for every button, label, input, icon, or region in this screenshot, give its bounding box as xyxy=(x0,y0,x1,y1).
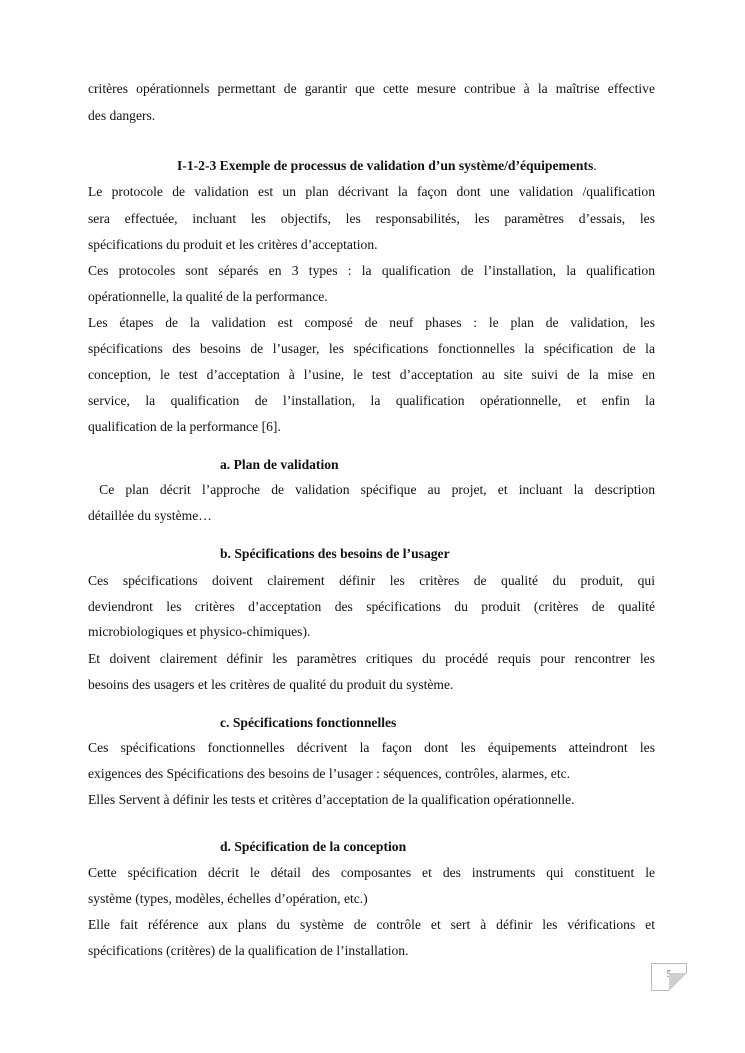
section-title xyxy=(177,157,647,174)
intro-line-2: des dangers. xyxy=(88,108,156,123)
p3-line-1: Les étapes de la validation est composé de neuf phases : le plan de validation, les xyxy=(88,315,655,330)
b-line-5: besoins des usagers et les critères de qualité du produit du système. xyxy=(88,677,454,692)
section-title-text: I-1-2-3 Exemple de processus de validation d’un système/d’équipements xyxy=(177,158,594,173)
c-line-2: exigences des Spécifications des besoins de l’usager : séquences, contrôles, alarmes, etc. xyxy=(88,766,571,781)
page-curl-icon xyxy=(669,973,687,991)
heading-d: d. Spécification de la conception xyxy=(220,839,407,854)
section-title-period: . xyxy=(593,158,597,173)
d-line-1: Cette spécification décrit le détail des composantes et des instruments qui constituent le xyxy=(88,865,655,880)
d-line-4: spécifications (critères) de la qualification de l’installation. xyxy=(88,943,409,958)
b-line-4: Et doivent clairement définir les paramètres critiques du procédé requis pour rencontrer les xyxy=(88,651,655,666)
heading-c: c. Spécifications fonctionnelles xyxy=(220,715,397,730)
p3-line-2: spécifications des besoins de l’usager, les spécifications fonctionnelles la spécification de la xyxy=(88,341,655,356)
p1-line-2: sera effectuée, incluant les objectifs, les responsabilités, les paramètres d’essais, les xyxy=(88,211,655,226)
intro-line-1: critères opérationnels permettant de garantir que cette mesure contribue à la maîtrise effective xyxy=(88,81,655,96)
p2-line-1: Ces protocoles sont séparés en 3 types : la qualification de l’installation, la qualification xyxy=(88,263,655,278)
p3-line-3: conception, le test d’acceptation à l’usine, le test d’acceptation au site suivi de la mise en xyxy=(88,367,655,382)
c-line-3: Elles Servent à définir les tests et critères d’acceptation de la qualification opérationnelle. xyxy=(88,792,575,807)
b-line-2: deviendront les critères d’acceptation des spécifications du produit (critères de qualité xyxy=(88,599,655,614)
b-line-1: Ces spécifications doivent clairement définir les critères de qualité du produit, qui xyxy=(88,573,655,588)
p3-line-4: service, la qualification de l’installation, la qualification opérationnelle, et enfin la xyxy=(88,393,655,408)
heading-a: a. Plan de validation xyxy=(220,457,339,472)
p1-line-1: Le protocole de validation est un plan décrivant la façon dont une validation /qualification xyxy=(88,184,655,199)
d-line-3: Elle fait référence aux plans du système de contrôle et sert à définir les vérifications et xyxy=(88,917,655,932)
p2-line-2: opérationnelle, la qualité de la performance. xyxy=(88,289,328,304)
a-line-2: détaillée du système… xyxy=(88,508,212,523)
b-line-3: microbiologiques et physico-chimiques). xyxy=(88,624,311,639)
page-number: 5 xyxy=(666,969,672,979)
p3-line-5: qualification de la performance [6]. xyxy=(88,419,281,434)
d-line-2: système (types, modèles, échelles d’opération, etc.) xyxy=(88,891,368,906)
page-number-box xyxy=(651,963,687,991)
p1-line-3: spécifications du produit et les critères d’acceptation. xyxy=(88,237,378,252)
c-line-1: Ces spécifications fonctionnelles décrivent la façon dont les équipements atteindront les xyxy=(88,740,655,755)
heading-b: b. Spécifications des besoins de l’usager xyxy=(220,546,450,561)
a-line-1: Ce plan décrit l’approche de validation spécifique au projet, et incluant la description xyxy=(88,482,655,497)
